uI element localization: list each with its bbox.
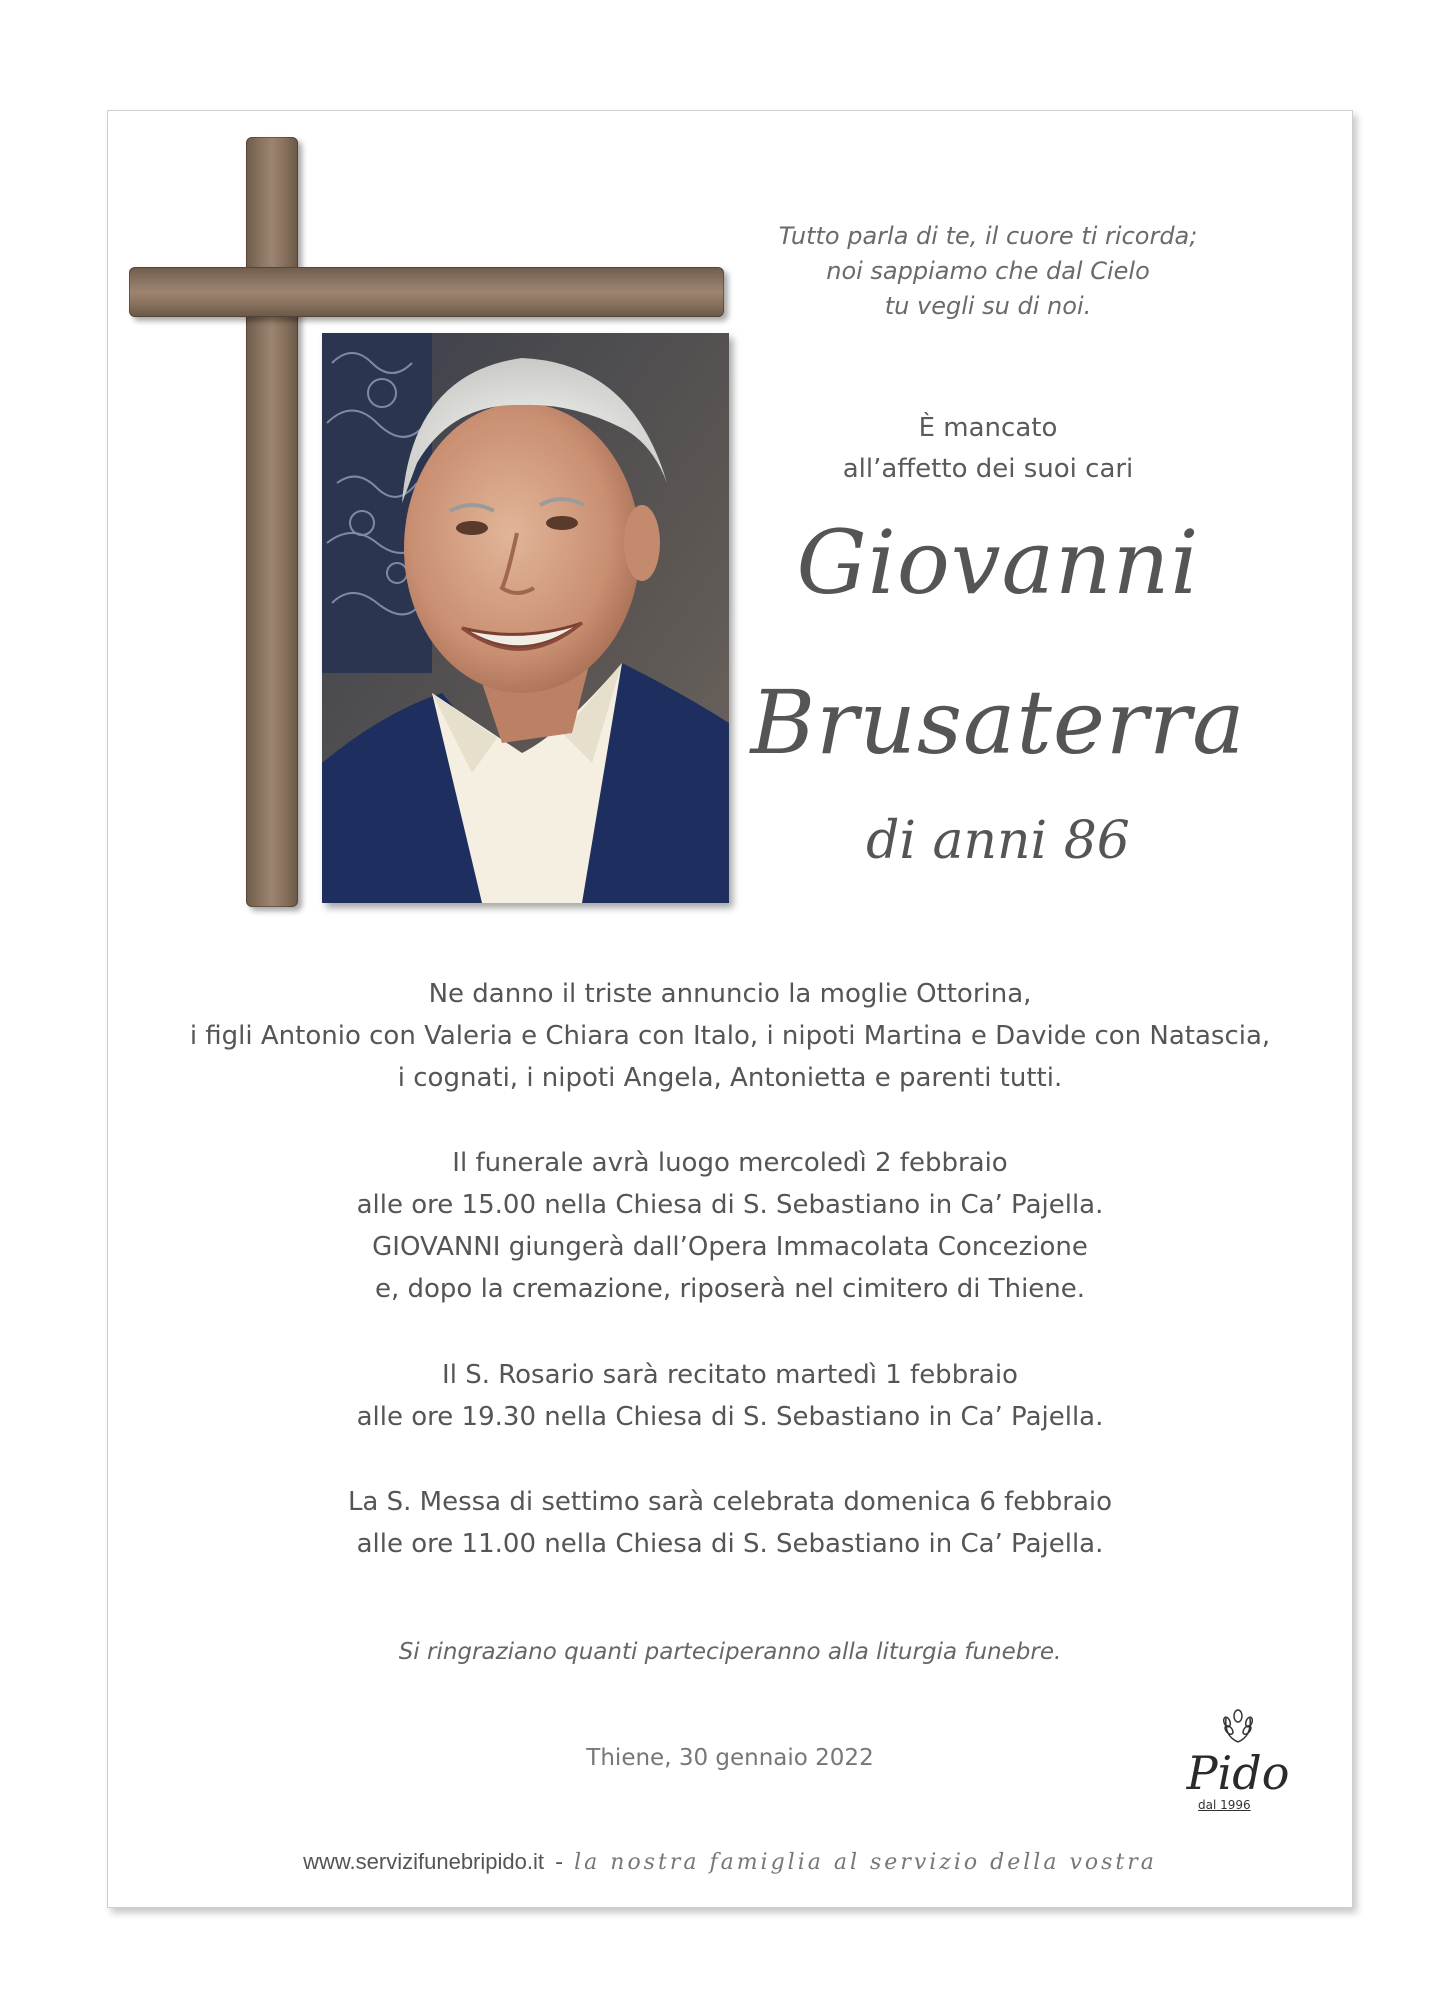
- funeral-line: e, dopo la cremazione, riposerà nel cimitero di Thiene.: [374, 1274, 1086, 1304]
- footer-separator: -: [555, 1850, 564, 1875]
- funeral-info: [108, 1142, 1352, 1310]
- place-date: Thiene, 30 gennaio 2022: [586, 1745, 874, 1771]
- family-line: Ne danno il triste annuncio la moglie Ottorina,: [428, 979, 1032, 1009]
- deceased-first-name: Giovanni: [796, 511, 1200, 614]
- quote-line: tu vegli su di noi.: [884, 292, 1092, 320]
- announcement-line: È mancato: [918, 413, 1058, 443]
- death-announcement: [668, 408, 1308, 490]
- announcement-line: all’affetto dei suoi cari: [842, 454, 1134, 484]
- family-line: i cognati, i nipoti Angela, Antonietta e parenti tutti.: [397, 1063, 1063, 1093]
- funeral-line: Il funerale avrà luogo mercoledì 2 febbraio: [452, 1148, 1008, 1178]
- family-line: i figli Antonio con Valeria e Chiara con Italo, i nipoti Martina e Davide con Natascia,: [189, 1021, 1271, 1051]
- memorial-quote: [668, 219, 1308, 324]
- mass-line: La S. Messa di settimo sarà celebrata domenica 6 febbraio: [347, 1487, 1113, 1517]
- cross-icon: [246, 137, 298, 907]
- deceased-last-name: Brusaterra: [750, 671, 1246, 774]
- mass-info: [108, 1481, 1352, 1565]
- quote-line: Tutto parla di te, il cuore ti ricorda;: [778, 222, 1198, 250]
- mass-line: alle ore 11.00 nella Chiesa di S. Sebastiano in Ca’ Pajella.: [356, 1529, 1104, 1559]
- website-link[interactable]: www.servizifunebripido.it: [303, 1849, 544, 1874]
- rosary-line: alle ore 19.30 nella Chiesa di S. Sebastiano in Ca’ Pajella.: [356, 1402, 1104, 1432]
- deceased-age: di anni 86: [866, 811, 1130, 871]
- logo-name: Pido: [1186, 1746, 1290, 1800]
- quote-line: noi sappiamo che dal Cielo: [826, 257, 1150, 285]
- footer: [108, 1849, 1352, 1875]
- logo-since: dal 1996: [1198, 1798, 1251, 1812]
- thanks-note: Si ringraziano quanti parteciperanno alla liturgia funebre.: [398, 1639, 1062, 1665]
- footer-motto: la nostra famiglia al servizio della vostra: [574, 1850, 1157, 1875]
- funeral-line: GIOVANNI giungerà dall’Opera Immacolata Concezione: [372, 1232, 1088, 1262]
- rosary-line: Il S. Rosario sarà recitato martedì 1 febbraio: [442, 1360, 1018, 1390]
- wreath-icon: [1218, 1706, 1258, 1746]
- rosary-info: [108, 1354, 1352, 1438]
- family-announcement: [108, 973, 1352, 1099]
- cross-icon-arm: [129, 267, 724, 317]
- obituary-card: [107, 110, 1353, 1908]
- pido-logo: [1178, 1706, 1298, 1812]
- funeral-line: alle ore 15.00 nella Chiesa di S. Sebastiano in Ca’ Pajella.: [356, 1190, 1104, 1220]
